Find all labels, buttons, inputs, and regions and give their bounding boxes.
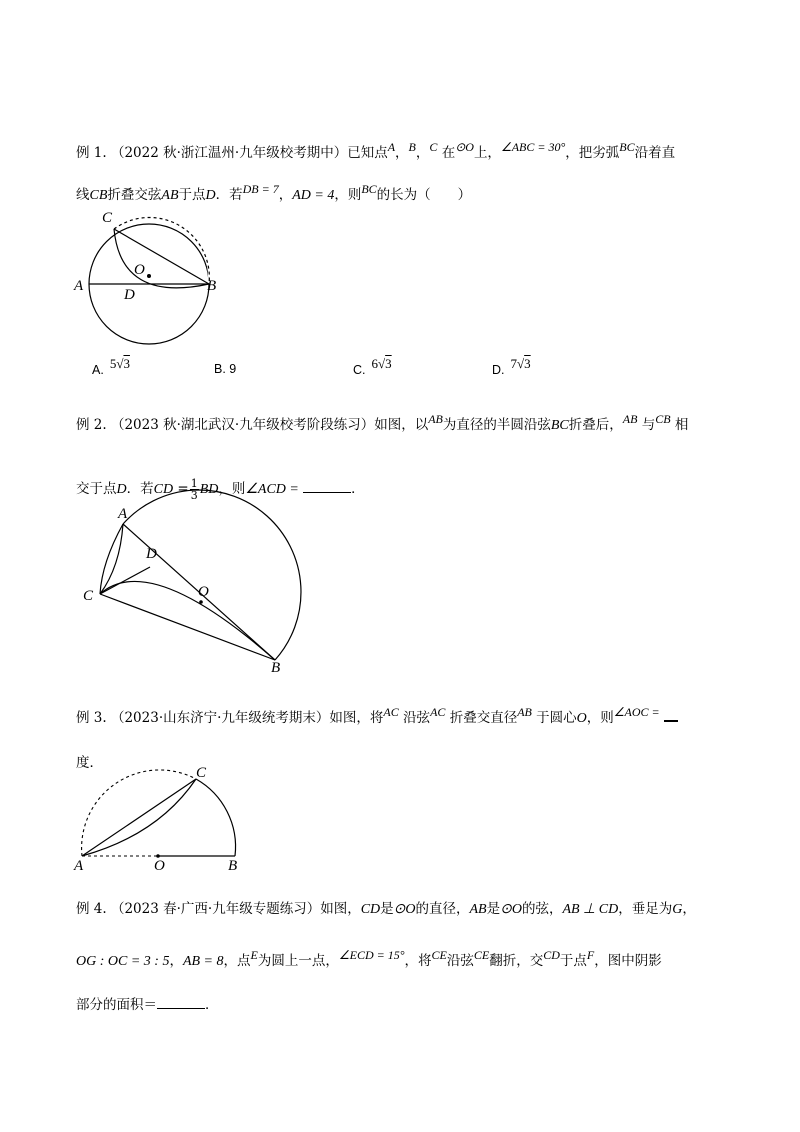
option-radicand: 3	[385, 356, 392, 371]
chord-ab: AB	[469, 902, 487, 917]
point-a: A	[387, 140, 396, 154]
folded-arc-outer	[100, 581, 275, 660]
ex1-text: 沿着直	[634, 145, 676, 161]
ex3-text: 度．	[76, 755, 103, 771]
option-value: 7	[510, 356, 517, 371]
ex1-text: ，则	[334, 187, 362, 203]
option-letter: C.	[353, 363, 366, 377]
ad-value: AD = 4	[292, 188, 335, 203]
circle-o: ⊙O	[393, 902, 416, 917]
ex4-text: 沿弦	[446, 953, 474, 969]
option-letter: D.	[492, 363, 505, 377]
ex1-text: ．若	[215, 187, 243, 203]
arc-cb: CB	[655, 412, 671, 426]
ex2-text: ，则	[218, 481, 246, 497]
ex4-label: 例 4.	[76, 901, 107, 917]
ex4-text: 为圆上一点，	[257, 953, 339, 969]
ex4-text: ，图中阴影	[594, 953, 662, 969]
ex1-figure	[76, 208, 216, 348]
ex4-text: ，点	[223, 953, 251, 969]
comma: ，	[395, 145, 409, 161]
point-e: E	[250, 948, 258, 962]
ex3-text: 折叠交直径	[449, 710, 518, 726]
chord-ce: CE	[473, 948, 490, 962]
answer-blank[interactable]	[157, 998, 205, 1009]
arc-ac: AC	[383, 705, 399, 719]
comma: ，	[415, 145, 430, 161]
arc-bd: BD	[199, 482, 219, 497]
arc-ce: CE	[431, 948, 447, 962]
angle-acd: ∠ACD =	[245, 482, 299, 497]
ex2-text: 相	[674, 417, 689, 433]
ex1-source: （2022 秋·浙江温州·九年级校考期中）	[110, 145, 348, 161]
angle-ecd: ∠ECD = 15°	[338, 948, 405, 962]
diameter-cd: CD	[543, 948, 560, 962]
option-value: 9	[229, 362, 237, 376]
label-c: C	[83, 588, 94, 604]
diameter-ab: AB	[428, 412, 443, 426]
chord-ac: AC	[430, 705, 446, 719]
ex3-label: 例 3.	[76, 710, 107, 726]
point-b: B	[408, 140, 416, 154]
label-a: A	[118, 506, 128, 522]
comma: ，	[169, 953, 183, 969]
frac-den: 3	[190, 489, 198, 502]
circle-o: ⊙O	[455, 140, 474, 154]
ex3-text: 于圆心	[536, 710, 577, 726]
ex4-text: 翻折，交	[489, 953, 544, 969]
dashed-arc	[82, 770, 196, 856]
label-o: O	[198, 584, 209, 600]
center-dot	[147, 274, 151, 278]
ex4-text: 是	[486, 901, 501, 917]
ex4-text: 如图，	[320, 901, 361, 917]
ex4-text: ．	[205, 997, 219, 1013]
diameter-ab: AB	[517, 705, 532, 719]
angle-aoc: ∠AOC =	[613, 705, 660, 719]
point-f: F	[586, 948, 595, 962]
chord-cd	[100, 567, 150, 594]
ex2-text: 为直径的半圆沿弦	[442, 417, 551, 433]
chord-bc: BC	[550, 418, 569, 433]
ex4-text: 的直径，	[415, 901, 470, 917]
ratio-og-oc: OG : OC = 3 : 5	[76, 954, 170, 969]
comma: ，	[278, 187, 293, 203]
chord-ab: AB	[161, 188, 179, 203]
ex3-text: ，则	[586, 710, 614, 726]
ex4-text: 是	[380, 901, 394, 917]
ex2-line1	[76, 413, 688, 434]
ex4-line3	[76, 993, 219, 1013]
ex1-line2	[76, 183, 471, 204]
ex1-text: 线	[76, 187, 90, 203]
option-c[interactable]: C. 6√3	[353, 356, 392, 377]
ex3-line1	[76, 706, 678, 727]
ex2-text: 折叠后，	[568, 417, 623, 433]
answer-blank[interactable]	[664, 710, 678, 722]
ex1-text: 的长为（ ）	[376, 187, 472, 203]
center-o: O	[576, 711, 587, 726]
label-d: D	[124, 287, 135, 303]
ex1-text: 于点	[178, 187, 206, 203]
label-b: B	[228, 858, 238, 874]
perpendicular: AB ⊥ CD	[562, 902, 619, 917]
ex2-text: 交于点	[76, 481, 117, 497]
label-o: O	[134, 262, 145, 278]
label-c: C	[196, 765, 207, 781]
ex3-source: （2023·山东济宁·九年级统考期末）	[110, 710, 330, 726]
ex4-source: （2023 春·广西·九年级专题练习）	[110, 901, 321, 917]
label-a: A	[74, 278, 84, 294]
equals-sign: =	[177, 481, 189, 497]
chord-ac	[82, 779, 196, 856]
arc-bc: BC	[619, 140, 635, 154]
arc-ab: AB	[622, 412, 638, 426]
option-value: 5	[109, 356, 117, 371]
ex4-text: ，将	[404, 953, 432, 969]
answer-blank[interactable]	[303, 482, 351, 493]
option-value: 6	[371, 356, 378, 371]
ex2-text: 与	[641, 417, 656, 433]
diameter-cd: CD	[360, 902, 381, 917]
ex4-text: 部分的面积＝	[76, 997, 157, 1013]
ex2-label: 例 2.	[76, 417, 107, 433]
ex2-figure	[80, 506, 300, 676]
ex1-label: 例 1.	[76, 145, 107, 161]
ex2-text: ．若	[126, 481, 154, 497]
ex4-text: 的弦，	[521, 901, 563, 917]
db-value: DB = 7	[242, 182, 279, 196]
label-b: B	[271, 660, 281, 676]
semicircle-right	[196, 779, 236, 856]
ex1-text: 已知点	[347, 145, 388, 161]
label-d: D	[146, 546, 157, 562]
option-letter: A.	[92, 363, 104, 377]
label-o: O	[154, 858, 165, 874]
label-b: B	[207, 278, 217, 294]
ex1-text: ，把劣弧	[565, 145, 620, 161]
ex3-line2	[76, 751, 103, 771]
ex4-text: 于点	[559, 953, 587, 969]
frac-num: 1	[190, 477, 198, 490]
ab-value: AB = 8	[182, 954, 224, 969]
line-cb: CB	[89, 188, 108, 203]
ex1-text: 在	[441, 145, 456, 161]
point-d: D	[205, 188, 216, 203]
ex4-line1	[76, 897, 696, 918]
ex2-line2	[76, 477, 365, 501]
option-d[interactable]: D. 7√3	[492, 356, 531, 377]
bc: BC	[361, 182, 377, 196]
circle-o: ⊙O	[500, 902, 522, 917]
ex2-text: ．	[351, 481, 365, 497]
ex3-text: 如图，将	[329, 710, 384, 726]
ex2-source: （2023 秋·湖北武汉·九年级校考阶段练习）	[110, 417, 375, 433]
chord-bc	[100, 594, 275, 660]
point-c: C	[429, 140, 438, 154]
label-c: C	[102, 210, 113, 226]
arc-cd: CD	[153, 482, 174, 497]
angle-abc: ∠ABC = 30°	[500, 140, 566, 154]
point-g: G	[672, 902, 683, 917]
ex1-text: 上，	[473, 145, 501, 161]
ex3-figure	[74, 765, 258, 874]
ex2-text: 如图，以	[374, 417, 429, 433]
option-radicand: 3	[123, 356, 130, 371]
option-a[interactable]: A. 5√3	[92, 356, 130, 377]
ex4-text: ，垂足为	[618, 901, 673, 917]
option-radicand: 3	[524, 356, 531, 371]
option-letter: B.	[214, 362, 226, 376]
option-b[interactable]	[214, 362, 236, 376]
ex3-text: 沿弦	[403, 710, 431, 726]
point-d: D	[116, 482, 127, 497]
ex1-text: 折叠交弦	[107, 187, 162, 203]
semicircle	[123, 490, 301, 660]
label-a: A	[74, 858, 84, 874]
ex1-line1	[76, 141, 675, 161]
ex4-line2	[76, 949, 662, 970]
center-dot	[199, 600, 203, 604]
ex4-text: ，	[682, 901, 696, 917]
